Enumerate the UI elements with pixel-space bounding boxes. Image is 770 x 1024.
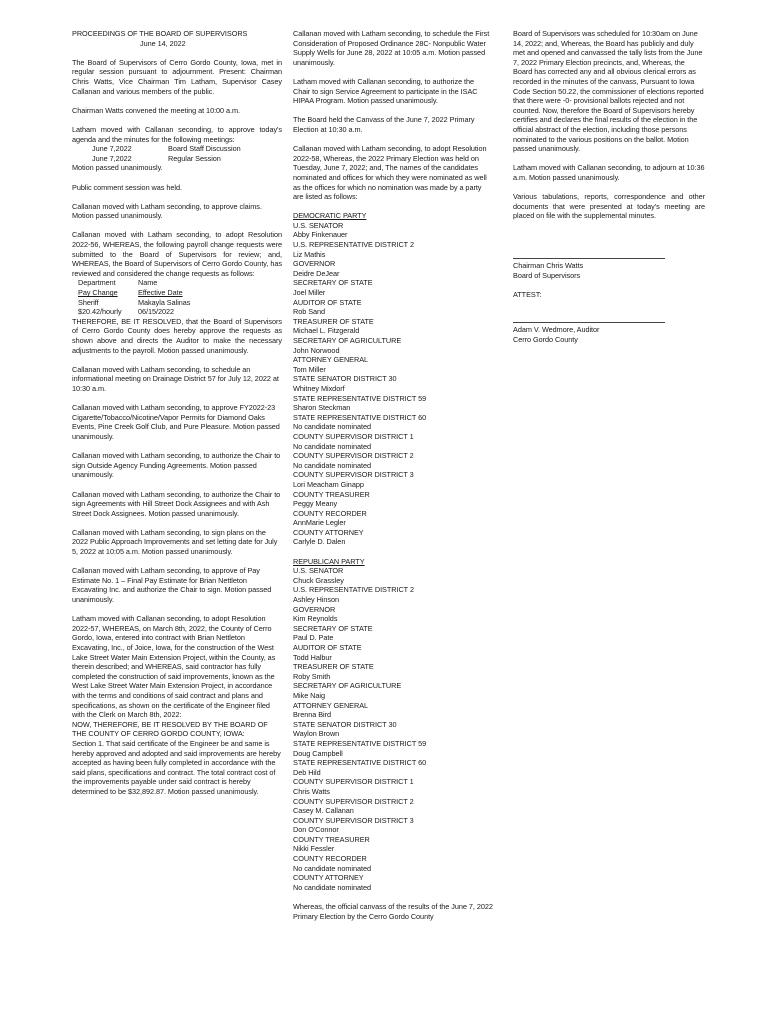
candidate-name: Kim Reynolds (293, 614, 338, 624)
adjourn-paragraph: Latham moved with Callanan seconding, to adjourn at 10:36 a.m. Motion passed unanimously. (513, 163, 705, 182)
attest-label: ATTEST: (513, 290, 542, 300)
meeting-name: Board Staff Discussion (168, 144, 241, 154)
payroll-header-pay-change: Pay Change (78, 288, 118, 298)
candidate-name: John Norwood (293, 345, 340, 355)
republican-candidates (293, 566, 493, 892)
chairman-signature-block (513, 249, 705, 280)
office-title: TREASURER OF STATE (293, 316, 374, 326)
office-title: COUNTY SUPERVISOR DISTRICT 3 (293, 815, 414, 825)
auditor-signature-line (513, 313, 665, 323)
candidate-name: Deb Hild (293, 767, 321, 777)
candidate-name: Don O'Connor (293, 825, 339, 835)
column-left (72, 29, 282, 806)
democratic-party-heading: DEMOCRATIC PARTY (293, 211, 367, 221)
candidate-name: Whitney Mixdorf (293, 383, 345, 393)
office-title: COUNTY TREASURER (293, 489, 370, 499)
payroll-cell-department: Sheriff (78, 297, 99, 307)
office-title: ATTORNEY GENERAL (293, 355, 369, 365)
candidate-name: Michael L. Fitzgerald (293, 326, 360, 336)
office-title: U.S. REPRESENTATIVE DISTRICT 2 (293, 240, 414, 250)
candidate-name: Liz Mathis (293, 249, 326, 259)
candidate-name: Casey M. Callanan (293, 806, 354, 816)
payroll-header-effective-date: Effective Date (138, 288, 183, 298)
heading-title: PROCEEDINGS OF THE BOARD OF SUPERVISORS (72, 29, 248, 38)
candidate-name: Paul D. Pate (293, 633, 334, 643)
candidate-name: Brenna Bird (293, 710, 331, 720)
ordinance-paragraph: Callanan moved with Latham seconding, to schedule the First Consideration of Proposed Ordinance 28C- Nonpublic Water Supply Wells for June 28, 2022 at 10:05 a.m. Motion passed unanimously. (293, 29, 490, 67)
auditor-title: Cerro Gordo County (513, 335, 578, 345)
payroll-cell-pay: $20.42/hourly (78, 307, 122, 317)
column-right (513, 29, 705, 354)
office-title: AUDITOR OF STATE (293, 643, 362, 652)
candidate-name: Peggy Meany (293, 499, 338, 509)
candidate-name: Deidre DeJear (293, 268, 340, 278)
canvass-whereas-paragraph: Whereas, the official canvass of the results of the June 7, 2022 Primary Election by the Cerro Gordo County (293, 902, 493, 921)
candidate-name: Mike Naig (293, 690, 325, 700)
outside-agency-paragraph: Callanan moved with Latham seconding, to authorize the Chair to sign Outside Agency Funding Agreements. Motion passed unanimously. (72, 451, 281, 480)
candidate-name: AnnMarie Legler (293, 518, 346, 528)
agenda-paragraph: Latham moved with Callanan seconding, to approve today's agenda and the minutes for the following meetings: (72, 124, 284, 144)
auditor-signature-block (513, 313, 705, 344)
chairman-title: Board of Supervisors (513, 271, 581, 281)
office-title: SECRETARY OF AGRICULTURE (293, 681, 402, 691)
resolution-58-paragraph: Callanan moved with Latham seconding, to adopt Resolution 2022-58, Whereas, the 2022 Primary Election was held on Tuesday, June 7, 2022; and, The names of the candidates nominated and offices for which they were nominated as well as the offices for which no nomination was made by a party are listed as follows: (293, 144, 487, 202)
office-title: STATE SENATOR DISTRICT 30 (293, 374, 397, 384)
candidate-name: Todd Halbur (293, 652, 332, 662)
candidate-name: Ashley Hinson (293, 595, 339, 605)
candidate-name: Nikki Fessler (293, 844, 335, 854)
drainage-paragraph: Callanan moved with Latham seconding, to schedule an informational meeting on Drainage District 57 for July 12, 2022 at 10:30 a.m. (72, 364, 279, 393)
proceedings-heading (72, 29, 282, 48)
candidate-name: Roby Smith (293, 671, 331, 681)
republican-party-heading: REPUBLICAN PARTY (293, 556, 365, 566)
office-title: SECRETARY OF STATE (293, 278, 373, 288)
payroll-cell-date: 06/15/2022 (138, 307, 175, 317)
tabulations-paragraph: Various tabulations, reports, correspondence and other documents that were presented at today's meeting are placed on file with the supplemental minutes. (513, 192, 705, 221)
office-title: STATE REPRESENTATIVE DISTRICT 60 (293, 758, 427, 768)
meeting-name: Regular Session (168, 153, 221, 163)
auditor-name: Adam V. Wedmore, Auditor (513, 325, 600, 335)
office-title: COUNTY SUPERVISOR DISTRICT 2 (293, 796, 414, 806)
canvass-paragraph: The Board held the Canvass of the June 7, 2022 Primary Election at 10:30 a.m. (293, 115, 475, 134)
office-title: COUNTY TREASURER (293, 834, 370, 844)
candidate-name: No candidate nominated (293, 441, 372, 451)
agenda-section (72, 125, 282, 173)
office-title: COUNTY SUPERVISOR DISTRICT 3 (293, 470, 414, 480)
office-title: STATE REPRESENTATIVE DISTRICT 59 (293, 738, 427, 748)
resolution-57-whereas: Latham moved with Callanan seconding, to adopt Resolution 2022-57, WHEREAS, on March 8th, 2022, the County of Cerro Gordo, Iowa, entered into contract with Brian Nettleton Excavating, Inc., of Joice, Iowa, for the construction of the West Lake Street Water Main Extension Project, within the County, as therein described; and WHEREAS, said contractor has fully completed the construction of said improvements, known as the West Lake Street Water Main Extension Project, in accordance with the terms and conditions of said contract and plans and specifications, as shown on the certificate of the Engineer filed with the Clerk on March 8th, 2022: (72, 614, 278, 720)
office-title: COUNTY SUPERVISOR DISTRICT 1 (293, 431, 414, 441)
office-title: U.S. REPRESENTATIVE DISTRICT 2 (293, 585, 414, 595)
candidate-name: Sharon Steckman (293, 403, 351, 413)
isac-paragraph: Latham moved with Callanan seconding, to authorize the Chair to sign Service Agreement to participate in the ISAC HIPAA Program. Motion passed unanimously. (293, 76, 478, 106)
claims-paragraph: Callanan moved with Latham seconding, to approve claims. Motion passed unanimously. (72, 201, 262, 221)
office-title: COUNTY RECORDER (293, 854, 367, 864)
candidate-name: No candidate nominated (293, 863, 372, 873)
candidate-name: Chris Watts (293, 786, 330, 796)
office-title: STATE REPRESENTATIVE DISTRICT 59 (293, 393, 427, 403)
office-title: ATTORNEY GENERAL (293, 700, 369, 710)
democratic-party-list (293, 211, 493, 547)
candidate-name: Rob Sand (293, 307, 326, 317)
candidate-name: Joel Miller (293, 288, 326, 298)
payroll-cell-name: Makayla Salinas (138, 297, 191, 307)
canvass-continued-paragraph: Board of Supervisors was scheduled for 10:30am on June 14, 2022; and, Whereas, the Board has publicly and duly met and opened and canvassed the tally lists from the June 7, 2022 Primary Election precincts, and, Whereas, the Board has corrected any and all obvious clerical errors as recorded in the minutes of the canvass, Pursuant to Iowa Code Section 50.22, the commissioner of elections reported that there were -0- provisional ballots rejected and not counted. Now, therefore the Board of Supervisors hereby certifies and declares the final results of the election in the official abstract of the election, including those persons nominated to the various positions on the ballot. Motion passed unanimously. (513, 29, 704, 154)
payroll-table (72, 278, 282, 316)
office-title: TREASURER OF STATE (293, 662, 374, 672)
office-title: GOVERNOR (293, 259, 336, 269)
approach-paragraph: Callanan moved with Latham seconding, to sign plans on the 2022 Public Approach Improvements and set letting date for July 5, 2022 at 10:05 a.m. Motion passed unanimously. (72, 527, 278, 557)
office-title: COUNTY RECORDER (293, 508, 367, 518)
office-title: COUNTY ATTORNEY (293, 527, 364, 537)
office-title: COUNTY SUPERVISOR DISTRICT 1 (293, 777, 414, 787)
candidate-name: Carlyle D. Dalen (293, 537, 346, 547)
candidate-name: No candidate nominated (293, 882, 372, 892)
meeting-date: June 7,2022 (92, 144, 132, 154)
office-title: U.S. SENATOR (293, 566, 344, 576)
office-title: GOVERNOR (293, 604, 336, 614)
resolution-57-section-1: Section 1. That said certificate of the Engineer be and same is hereby approved and adopted and said improvements are hereby accepted as having been fully completed in accordance with the said plans, specifications and contract. The total contract cost of the improvements payable under said contract is hereby determined to be $32,892.87. Motion passed unanimously. (72, 738, 283, 796)
payroll-header-name: Name (138, 278, 158, 288)
dock-agreements-paragraph: Callanan moved with Latham seconding, to authorize the Chair to sign Agreements with Hill Street Dock Assignees and with Ash Street Dock Assignees. Motion passed unanimously. (72, 489, 281, 518)
permits-paragraph: Callanan moved with Latham seconding, to approve FY2022-23 Cigarette/Tobacco/Nicotine/Vapor Permits for Diamond Oaks Events, Pine Creek Golf Club, and Pure Pleasure. Motion passed unanimously. (72, 403, 280, 441)
meeting-date: June 7,2022 (92, 153, 132, 163)
candidate-name: Abby Finkenauer (293, 230, 348, 240)
republican-party-list (293, 557, 493, 893)
candidate-name: Lori Meacham Ginapp (293, 479, 364, 489)
column-middle (293, 29, 493, 931)
payroll-paragraph: Callanan moved with Latham seconding, to adopt Resolution 2022-56, WHEREAS, the following payroll change requests were submitted to the Board of Supervisors for review; and, WHEREAS, the Board of Supervisors of Cerro Gordo County, has reviewed and considered the change requests as follows: (72, 230, 284, 278)
office-title: STATE REPRESENTATIVE DISTRICT 60 (293, 412, 427, 422)
payroll-resolved: THEREFORE, BE IT RESOLVED, that the Board of Supervisors of Cerro Gordo County does hereby approve the requests as shown above and directs the Auditor to make the necessary adjustments to the payroll. Motion passed unanimously. (72, 316, 284, 355)
payroll-section (72, 230, 282, 355)
candidate-name: No candidate nominated (293, 422, 372, 432)
chairman-name: Chairman Chris Watts (513, 261, 584, 271)
democratic-candidates (293, 221, 493, 547)
office-title: SECRETARY OF STATE (293, 623, 373, 633)
chairman-signature-line (513, 249, 665, 259)
office-title: STATE SENATOR DISTRICT 30 (293, 719, 397, 729)
resolution-57-section (72, 614, 282, 796)
candidate-name: Tom Miller (293, 364, 326, 374)
payroll-header-department: Department (78, 278, 116, 288)
candidate-name: Chuck Grassley (293, 575, 344, 585)
intro-paragraph: The Board of Supervisors of Cerro Gordo County, Iowa, met in regular session pursuant to adjournment. Present: Chairman Chris Watts, Vice Chairman Tim Latham, Supervisor Casey Callanan and various members of the public. (72, 57, 282, 96)
office-title: SECRETARY OF AGRICULTURE (293, 336, 402, 345)
office-title: U.S. SENATOR (293, 220, 344, 230)
public-comment-paragraph: Public comment session was held. (72, 182, 182, 192)
heading-date: June 14, 2022 (140, 38, 186, 48)
candidate-name: Doug Campbell (293, 748, 343, 758)
office-title: COUNTY ATTORNEY (293, 873, 364, 883)
meetings-table (72, 144, 282, 163)
pay-estimate-paragraph: Callanan moved with Latham seconding, to approve of Pay Estimate No. 1 – Final Pay Estimate for Brian Nettleton Excavating Inc. and authorize the Chair to sign. Motion passed unanimously. (72, 566, 272, 605)
candidate-name: Waylon Brown (293, 729, 340, 739)
agenda-result: Motion passed unanimously. (72, 163, 163, 173)
convened-paragraph: Chairman Watts convened the meeting at 10:00 a.m. (72, 105, 241, 115)
office-title: AUDITOR OF STATE (293, 297, 362, 307)
office-title: COUNTY SUPERVISOR DISTRICT 2 (293, 451, 414, 461)
resolution-57-now: NOW, THEREFORE, BE IT RESOLVED BY THE BOARD OF THE COUNTY OF CERRO GORDO COUNTY, IOWA: (72, 719, 270, 739)
candidate-name: No candidate nominated (293, 460, 372, 470)
